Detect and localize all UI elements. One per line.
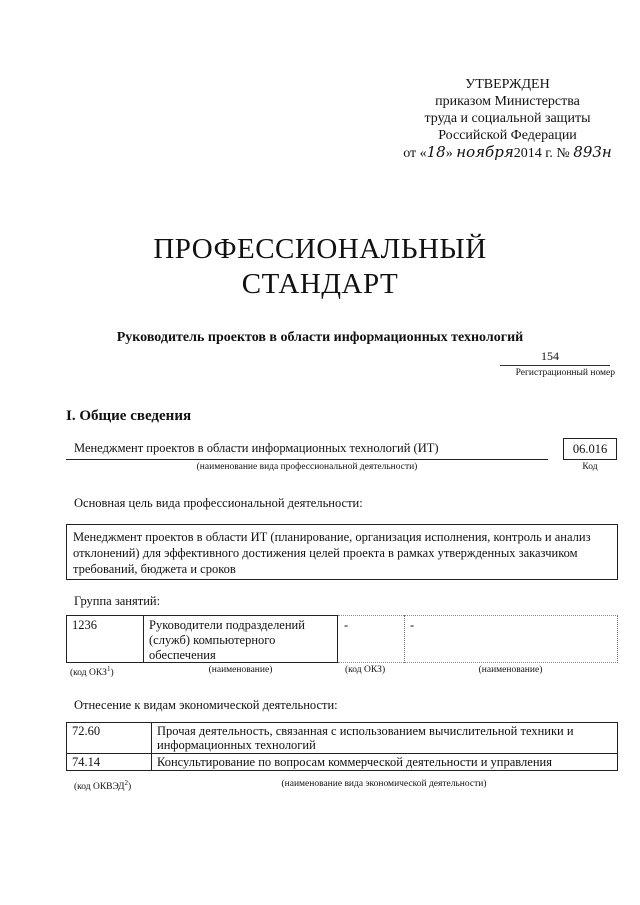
code-caption: Код bbox=[582, 462, 598, 472]
okz-name-caption-2: (наименование) bbox=[478, 665, 543, 675]
activity-caption: (наименование вида профессиональной деятельности) bbox=[196, 462, 418, 472]
occupation-code-2: - bbox=[344, 618, 349, 632]
approval-line-4: Российской Федерации bbox=[438, 128, 577, 143]
occupations-divider bbox=[143, 615, 144, 663]
economic-table bbox=[66, 722, 618, 771]
approval-block bbox=[400, 76, 615, 162]
activity-underline bbox=[66, 459, 548, 460]
table-row bbox=[67, 754, 618, 771]
occupation-name-2: - bbox=[410, 618, 415, 632]
occupation-code-1: 1236 bbox=[72, 618, 97, 632]
okved-name-caption: (наименование вида экономической деятельности) bbox=[281, 779, 487, 789]
economic-heading: Отнесение к видам экономической деятельности: bbox=[74, 698, 338, 712]
occupations-heading: Группа занятий: bbox=[74, 594, 161, 608]
approval-line-3: труда и социальной защиты bbox=[424, 111, 591, 126]
okved-name: Консультирование по вопросам коммерческой деятельности и управления bbox=[152, 754, 618, 771]
standard-name: Руководитель проектов в области информационных технологий bbox=[116, 330, 524, 345]
handwritten-day: 18 bbox=[426, 143, 446, 161]
activity-code: 06.016 bbox=[563, 438, 617, 460]
approval-line-2: приказом Министерства bbox=[435, 94, 580, 109]
okz-name-caption: (наименование) bbox=[208, 665, 273, 675]
registration-divider bbox=[500, 365, 610, 366]
goal-text: Менеджмент проектов в области ИТ (планирование, организация исполнения, контроль и анализ отклонений) для эффективного достижения целей проекта в рамках утвержденных заказчиком требований, бюджета и сроков bbox=[66, 524, 618, 580]
section-heading: I. Общие сведения bbox=[66, 408, 192, 424]
okved-code: 74.14 bbox=[67, 754, 152, 771]
approval-line-1: УТВЕРЖДЕН bbox=[465, 77, 550, 92]
okved-name: Прочая деятельность, связанная с использованием вычислительной техники и информационных технологий bbox=[152, 723, 618, 754]
occupation-name-1: Руководители подразделений (служб) компьютерного обеспечения bbox=[149, 618, 305, 662]
okz-code-caption: (код ОКЗ$^1$) bbox=[70, 665, 114, 679]
page-title bbox=[0, 232, 640, 302]
occupations-dotted-bottom bbox=[338, 662, 618, 663]
registration-label: Регистрационный номер bbox=[515, 368, 615, 378]
occupations-dotted-divider bbox=[404, 615, 405, 663]
title-line-1: ПРОФЕССИОНАЛЬНЫЙ bbox=[153, 233, 487, 265]
okved-code: 72.60 bbox=[67, 723, 152, 754]
occupations-dotted-top bbox=[338, 615, 618, 616]
handwritten-month: ноября bbox=[456, 143, 514, 161]
handwritten-order-number: 893н bbox=[573, 143, 612, 161]
activity-name: Менеджмент проектов в области информационных технологий (ИТ) bbox=[74, 441, 439, 455]
table-row bbox=[67, 723, 618, 754]
registration-number: 154 bbox=[541, 349, 559, 363]
occupations-dotted-right bbox=[617, 615, 618, 663]
goal-heading: Основная цель вида профессиональной деятельности: bbox=[74, 496, 363, 510]
okved-code-caption: (код ОКВЭД$^2$) bbox=[74, 779, 132, 793]
okz-code-caption-2: (код ОКЗ) bbox=[345, 665, 386, 675]
approval-date-line: от «18» ноября2014 г. № 893н bbox=[403, 143, 612, 161]
title-line-2: СТАНДАРТ bbox=[241, 268, 399, 300]
